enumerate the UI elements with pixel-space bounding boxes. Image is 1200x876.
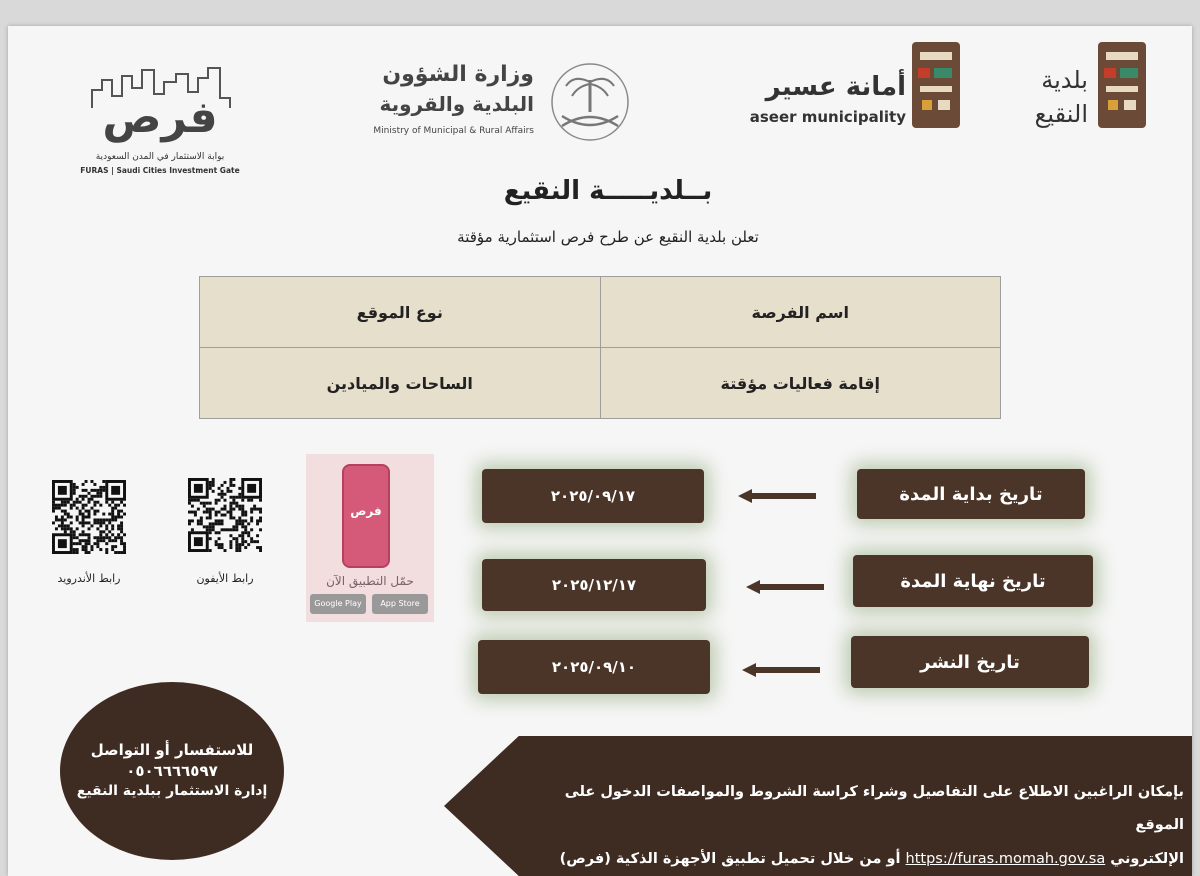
end-date-label: تاريخ نهاية المدة: [853, 555, 1093, 607]
aseer-emblem-icon: [912, 42, 960, 128]
google-play-badge[interactable]: Google Play: [310, 594, 366, 614]
page-subtitle: تعلن بلدية النقيع عن طرح فرص استثمارية مؤقتة: [457, 228, 759, 246]
arrow-left-icon: [742, 662, 820, 676]
ministry-logo: [344, 56, 644, 146]
opportunity-table: [199, 276, 1001, 419]
naqee-name-line2: النقيع: [1034, 100, 1088, 128]
ministry-name-en: Ministry of Municipal & Rural Affairs: [373, 126, 534, 136]
contact-heading: للاستفسار أو التواصل: [90, 741, 254, 760]
qr-iphone-label: رابط الأيفون: [196, 572, 254, 585]
furas-logo: [80, 48, 240, 178]
table-cell: الساحات والميادين: [200, 348, 601, 419]
page-title: بــلديـــــة النقيع: [503, 176, 713, 206]
arrow-left-icon: [746, 579, 824, 593]
footer-line-2-start: الإلكتروني: [1110, 850, 1184, 867]
table-header-row: [200, 277, 1001, 348]
publish-date-label: تاريخ النشر: [851, 636, 1089, 688]
furas-word: فرص: [102, 92, 218, 143]
furas-tagline-en: FURAS | Saudi Cities Investment Gate: [80, 166, 240, 175]
publish-date-value: ٢٠٢٥/٠٩/١٠: [478, 640, 710, 694]
aseer-name-en: aseer municipality: [749, 108, 906, 126]
naqee-name-line1: بلدية: [1041, 66, 1088, 94]
aseer-name-ar: أمانة عسير: [765, 72, 906, 102]
app-name: فرص: [350, 504, 382, 518]
footer-line-1: بإمكان الراغبين الاطلاع على التفاصيل وشراء كراسة الشروط والمواصفات الدخول على الموقع: [564, 784, 1184, 834]
announcement-page: [8, 26, 1192, 876]
footer-text: [548, 776, 1184, 876]
footer-line-2: [548, 843, 1184, 876]
table-header-cell: اسم الفرصة: [600, 277, 1001, 348]
footer-line-2-end: أو من خلال تحميل تطبيق الأجهزة الذكية (فرص): [559, 850, 901, 867]
qr-code-android[interactable]: [52, 480, 126, 554]
qr-code-iphone[interactable]: [188, 478, 262, 552]
table-header-cell: نوع الموقع: [200, 277, 601, 348]
arrow-left-icon: [738, 488, 816, 502]
naqee-logo: [988, 42, 1158, 132]
start-date-value: ٢٠٢٥/٠٩/١٧: [482, 469, 704, 523]
qr-android-label: رابط الأندرويد: [57, 572, 121, 585]
furas-tagline-ar: بوابة الاستثمار في المدن السعودية: [95, 152, 225, 162]
app-promo-card[interactable]: [306, 454, 434, 622]
title-block: [348, 176, 868, 246]
furas-website-link[interactable]: https://furas.momah.gov.sa: [905, 850, 1106, 867]
download-cta: حمّل التطبيق الآن: [326, 574, 414, 588]
start-date-label: تاريخ بداية المدة: [857, 469, 1085, 519]
contact-ellipse: [60, 682, 284, 860]
app-store-badge[interactable]: App Store: [372, 594, 428, 614]
ministry-name-line2: البلدية والقروية: [379, 92, 534, 116]
phone-image: [342, 464, 390, 568]
contact-phone[interactable]: ٠٥٠٦٦٦٦٥٩٧: [126, 762, 218, 781]
ministry-name-line1: وزارة الشؤون: [382, 62, 534, 87]
naqee-emblem-icon: [1098, 42, 1146, 128]
table-row: [200, 348, 1001, 419]
table-cell: إقامة فعاليات مؤقتة: [600, 348, 1001, 419]
contact-department: إدارة الاستثمار ببلدية النقيع: [76, 783, 268, 800]
palm-swords-emblem-icon: [544, 60, 636, 144]
end-date-value: ٢٠٢٥/١٢/١٧: [482, 559, 706, 611]
aseer-logo: [738, 42, 968, 132]
